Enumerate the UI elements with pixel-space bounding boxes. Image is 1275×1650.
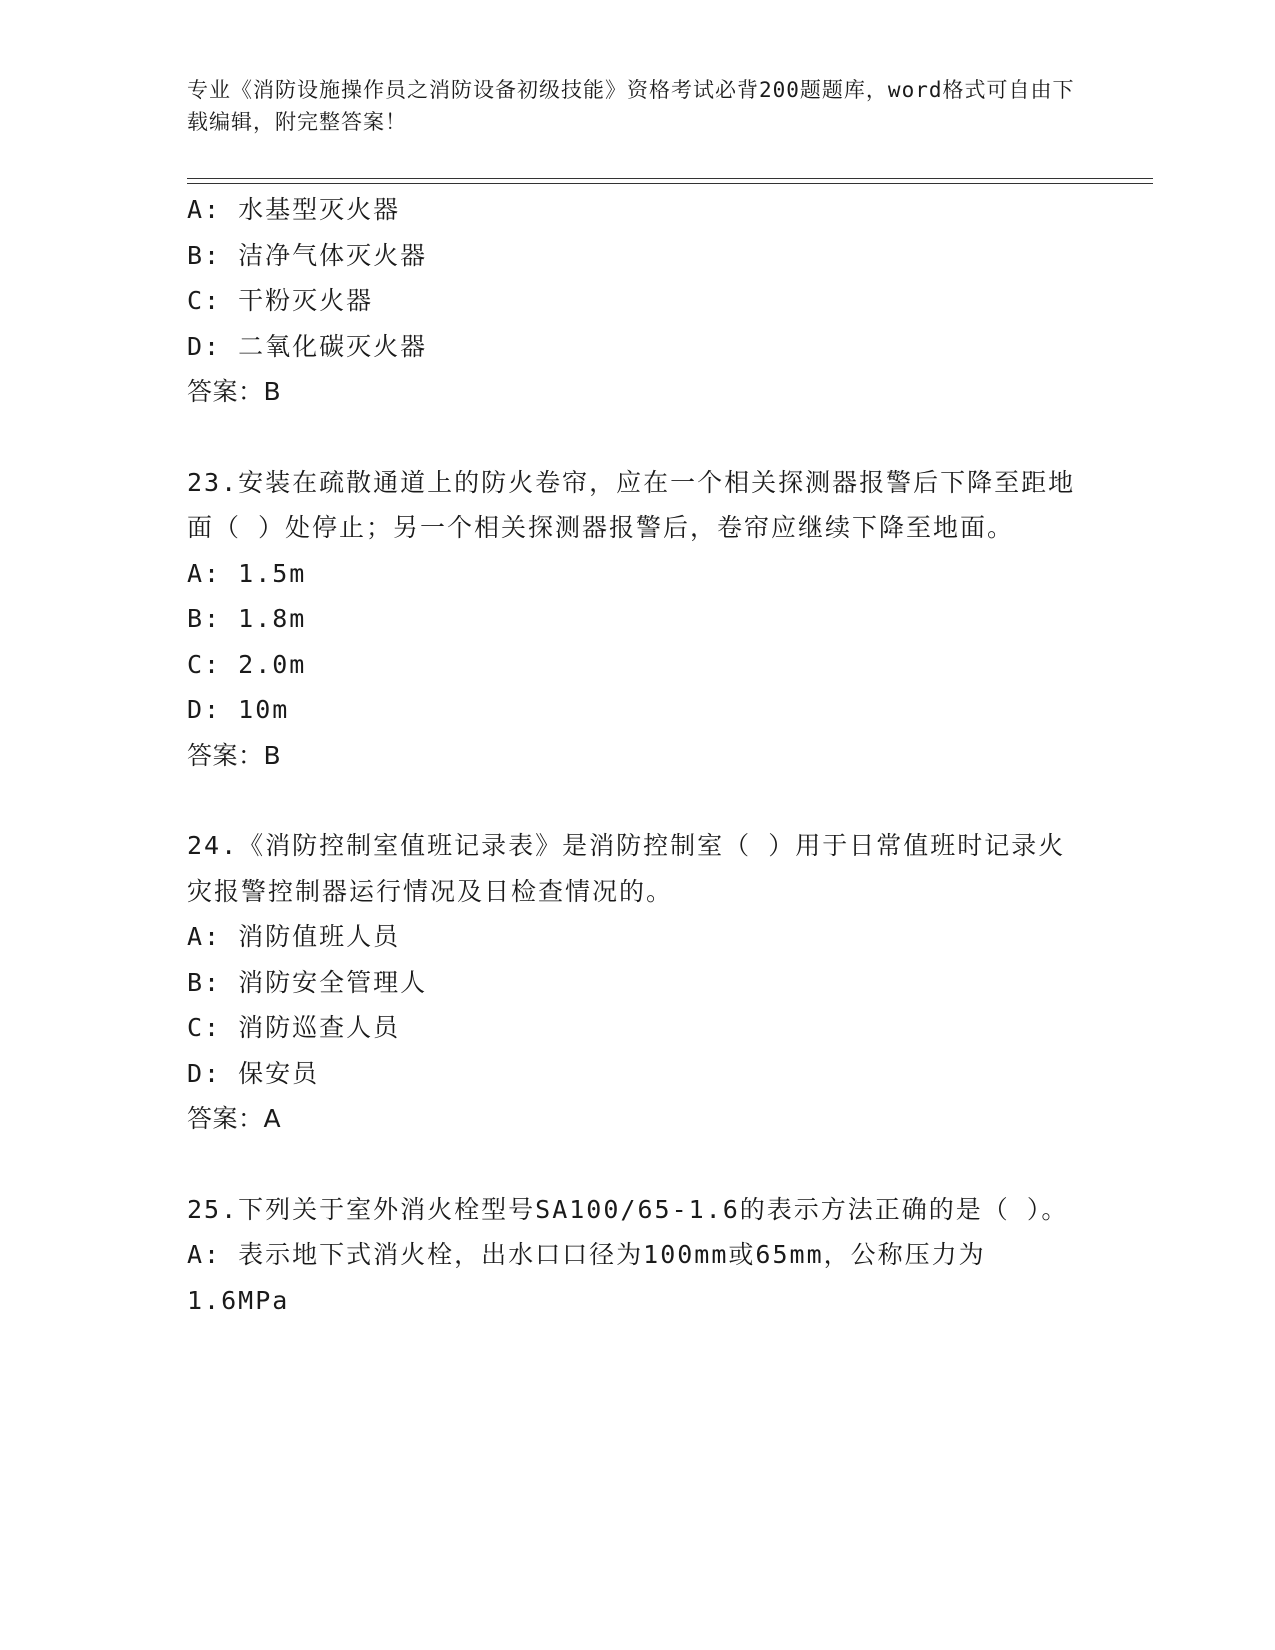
- option-a: A: 消防值班人员: [187, 922, 401, 951]
- answer: 答案：B: [187, 740, 282, 770]
- answer: 答案：B: [187, 377, 282, 406]
- question-24: [187, 823, 1087, 1142]
- option-d: D: 二氧化碳灭火器: [187, 331, 428, 361]
- option-a: A: 水基型灭火器: [187, 195, 401, 224]
- question-25: [187, 1187, 1087, 1324]
- option-b: B: 消防安全管理人: [187, 967, 428, 997]
- option-c: C: 消防巡查人员: [187, 1013, 401, 1042]
- header-divider-top: [187, 178, 1153, 179]
- question-list: [187, 187, 1087, 1323]
- option-d: D: 保安员: [187, 1058, 320, 1088]
- option-a: A: 表示地下式消火栓，出水口口径为100mm或65mm，公称压力为1.6MPa: [187, 1240, 986, 1315]
- document-header: 专业《消防设施操作员之消防设备初级技能》资格考试必背200题题库，word格式可自由下载编辑，附完整答案！: [187, 78, 1075, 134]
- option-a: A: 1.5m: [187, 558, 307, 588]
- option-b: B: 1.8m: [187, 604, 307, 633]
- header-divider-bottom: [187, 183, 1153, 184]
- question-stem: 24.《消防控制室值班记录表》是消防控制室（ ）用于日常值班时记录火灾报警控制器运行情况及日检查情况的。: [187, 831, 1066, 906]
- option-c: C: 干粉灭火器: [187, 286, 374, 315]
- question-stem: 25.下列关于室外消火栓型号SA100/65-1.6的表示方法正确的是（ ）。: [187, 1194, 1069, 1224]
- answer: 答案：A: [187, 1104, 282, 1133]
- option-b: B: 洁净气体灭火器: [187, 240, 428, 270]
- question-stem: 23.安装在疏散通道上的防火卷帘，应在一个相关探测器报警后下降至距地面（ ）处停止；另一个相关探测器报警后，卷帘应继续下降至地面。: [187, 467, 1076, 542]
- question-22: [187, 187, 1087, 415]
- question-23: [187, 460, 1087, 779]
- option-d: D: 10m: [187, 695, 290, 724]
- option-c: C: 2.0m: [187, 649, 307, 679]
